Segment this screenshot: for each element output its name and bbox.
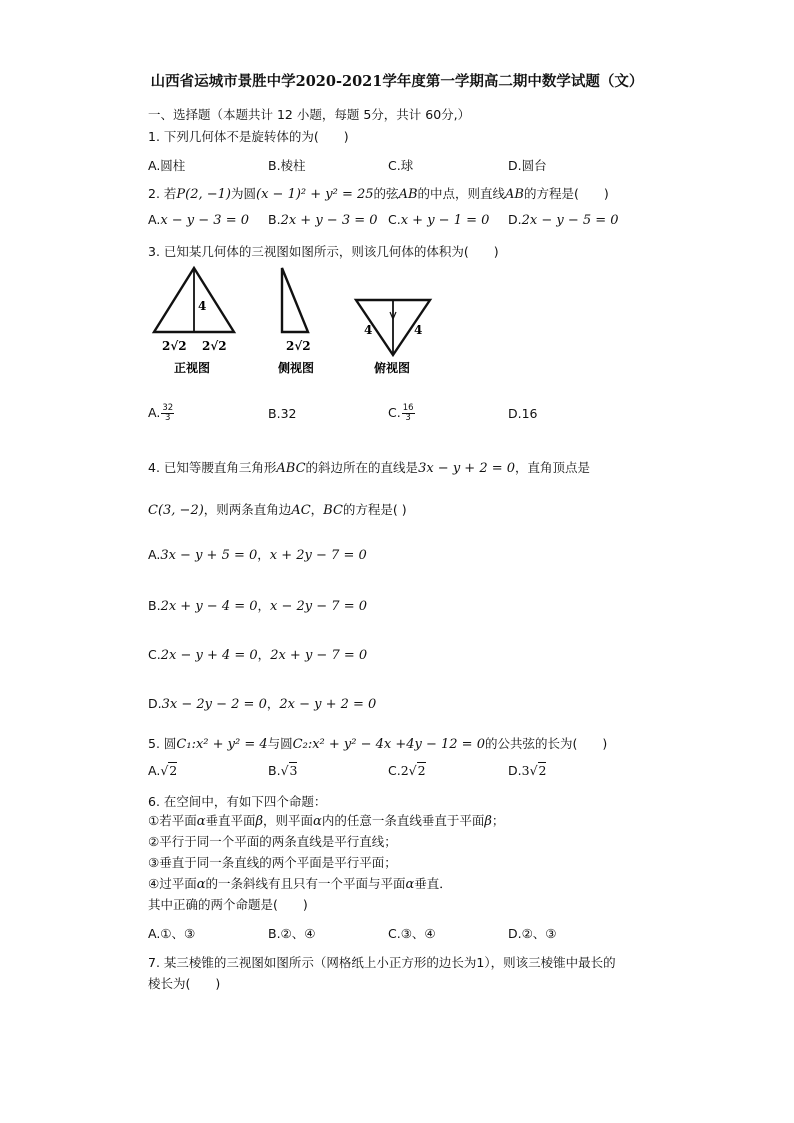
top-view-caption: 俯视图 [374,361,411,375]
q6-option-d: D.②、③ [508,926,557,941]
q5-circle-c1: C₁:x² + y² = 4 [176,737,268,752]
q5-option-b: B.√3 [268,763,298,778]
side-base-label: 2√2 [286,339,311,353]
side-view [277,268,314,375]
q5-circle-c2: C₂:x² + y² − 4x +4y − 12 = 0 [292,737,485,752]
q6-option-b: B.②、④ [268,926,316,941]
q3-option-c: C. $\frac{16}{3}$ [388,403,414,423]
q4-option-c: C.2x − y + 4 = 0，2x + y − 7 = 0 [148,647,368,663]
q4-right-angle-vertex: C(3, −2) [148,503,204,518]
q2-option-a: A.x − y − 3 = 0 [148,212,250,228]
q3-option-a: A. $\frac{32}{3}$ [148,403,174,423]
q2-point: P(2, −1) [176,187,231,202]
front-base-left-label: 2√2 [162,339,187,353]
q6-proposition-1: ①若平面α垂直平面β，则平面α内的任意一条直线垂直于平面β； [148,813,505,829]
section-heading: 一、选择题（本题共计 12 小题，每题 5分，共计 60分,） [148,107,471,122]
side-view-caption: 侧视图 [278,361,315,375]
q1-option-b: B.棱柱 [268,158,306,173]
q4-stem-line1: 4. 已知等腰直角三角形ABC的斜边所在的直线是3x − y + 2 = 0，直角顶点是 [148,460,591,476]
q4-hypotenuse-line: 3x − y + 2 = 0 [418,461,516,476]
q6-option-c: C.③、④ [388,926,436,941]
q1-option-c: C.球 [388,158,414,173]
q2-option-d: D.2x − y − 5 = 0 [508,212,619,228]
q3-option-b: B.32 [268,406,297,421]
q2-stem: 2. 若P(2, −1)为圆(x − 1)² + y² = 25的弦AB的中点，则直线AB的方程是( ) [148,186,609,202]
front-view [154,268,234,375]
top-right-label: 4 [414,323,423,337]
front-view-caption: 正视图 [174,361,211,375]
q7-stem-line2: 棱长为( ) [148,976,221,991]
q6-proposition-2: ②平行于同一个平面的两条直线是平行直线； [148,834,397,849]
q4-option-d: D.3x − 2y − 2 = 0，2x − y + 2 = 0 [148,696,377,712]
q6-proposition-3: ③垂直于同一条直线的两个平面是平行平面； [148,855,397,870]
top-left-label: 4 [364,323,373,337]
three-view-figure [140,262,460,382]
q2-circle: (x − 1)² + y² = 25 [256,187,374,202]
q5-stem: 5. 圆C₁:x² + y² = 4与圆C₂:x² + y² − 4x +4y − 12 = 0的公共弦的长为( ) [148,736,608,752]
q6-question: 其中正确的两个命题是( ) [148,897,308,912]
top-view [356,300,430,375]
q5-option-c: C.2√2 [388,763,426,778]
q2-option-c: C.x + y − 1 = 0 [388,212,490,228]
q5-option-d: D.3√2 [508,763,547,778]
q4-option-a: A.3x − y + 5 = 0，x + 2y − 7 = 0 [148,547,367,563]
q6-option-a: A.①、③ [148,926,196,941]
q6-stem: 6. 在空间中，有如下四个命题： [148,794,327,809]
front-height-label: 4 [198,299,207,313]
q3-stem: 3. 已知某几何体的三视图如图所示，则该几何体的体积为( ) [148,244,499,259]
exam-title: 山西省运城市景胜中学2020-2021学年度第一学期高二期中数学试题（文） [150,73,644,90]
side-view-triangle [282,268,308,332]
q7-stem-line1: 7. 某三棱锥的三视图如图所示（网格纸上小正方形的边长为1），则该三棱锥中最长的 [148,955,616,970]
q4-option-b: B.2x + y − 4 = 0，x − 2y − 7 = 0 [148,598,368,614]
q3-option-d: D.16 [508,406,538,421]
q2-option-b: B.2x + y − 3 = 0 [268,212,378,228]
q1-stem: 1. 下列几何体不是旋转体的为( ) [148,129,349,144]
q5-option-a: A.√2 [148,763,178,778]
q4-stem-line2: C(3, −2)，则两条直角边AC，BC的方程是( ) [148,502,407,518]
front-base-right-label: 2√2 [202,339,227,353]
q6-proposition-4: ④过平面α的一条斜线有且只有一个平面与平面α垂直． [148,876,452,892]
q1-option-a: A.圆柱 [148,158,186,173]
q1-option-d: D.圆台 [508,158,547,173]
